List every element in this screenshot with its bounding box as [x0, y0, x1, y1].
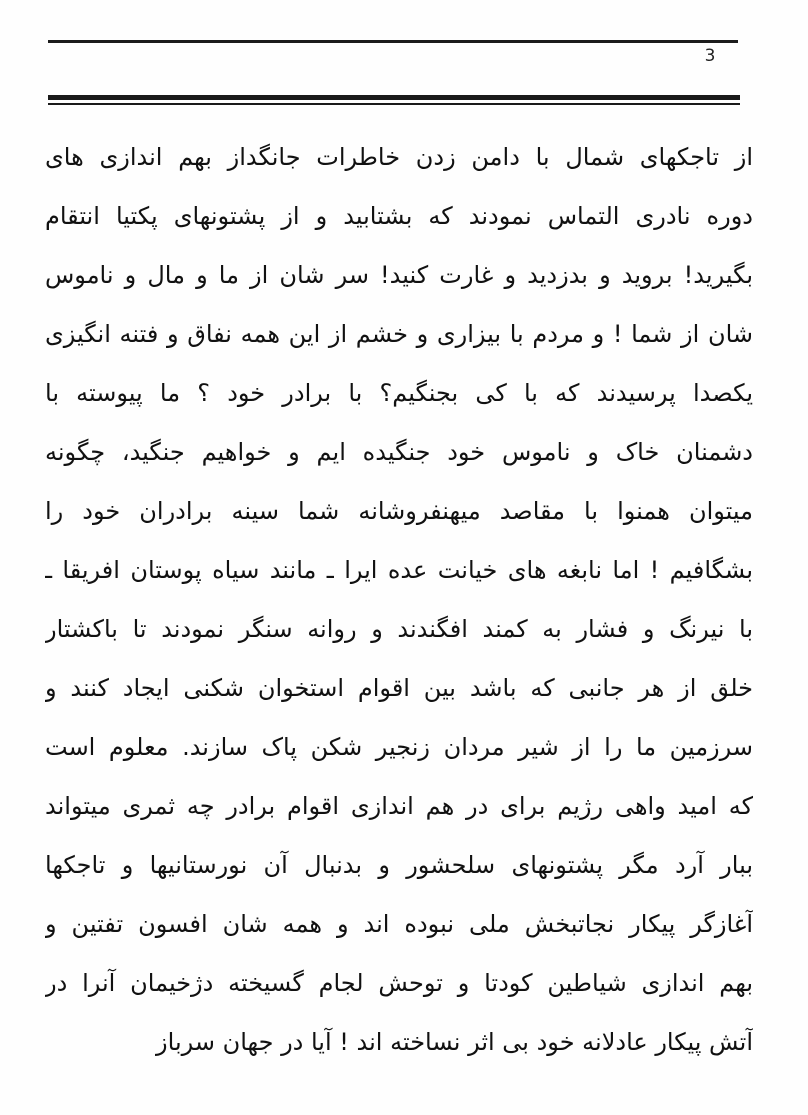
text-line: از تاجکهای شمال با دامن زدن خاطرات جانگداز بهم اندازی های: [45, 143, 753, 171]
text-line: سرزمین ما را از شیر مردان زنجیر شکن پاک سازند. معلوم است: [45, 733, 753, 761]
text-line: میتوان همنوا با مقاصد میهنفروشانه شما سینه برادران خود را: [45, 497, 753, 525]
text-line: دشمنان خاک و ناموس خود جنگیده ایم و خواهیم جنگید، چگونه: [45, 438, 753, 466]
page-number: 3: [704, 46, 716, 66]
text-line: با نیرنگ و فشار به کمند افگندند و روانه سنگر نمودند تا باکشتار: [45, 615, 753, 643]
header-rule-double: [48, 95, 740, 105]
text-line: دوره نادری التماس نمودند که بشتابید و از پشتونهای پکتیا انتقام: [45, 202, 753, 230]
text-line: شان از شما ! و مردم با بیزاری و خشم از این همه نفاق و فتنه انگیزی: [45, 320, 753, 348]
text-line: بشگافیم ! اما نابغه های خیانت عده ایرا ـ مانند سیاه پوستان افریقا ـ: [45, 556, 753, 584]
body-paragraph: [45, 128, 753, 1072]
text-line: ببار آرد مگر پشتونهای سلحشور و بدنبال آن نورستانیها و تاجکها: [45, 851, 753, 879]
text-line: بهم اندازی شیاطین کودتا و توحش لجام گسیخته دژخیمان آنرا در: [45, 969, 753, 997]
text-line: بگیرید! بروید و بدزدید و غارت کنید! سر شان از ما و مال و ناموس: [45, 261, 753, 289]
header-rule-thin: [48, 103, 740, 105]
header-rule-top: [48, 40, 738, 43]
text-line: خلق از هر جانبی که باشد بین اقوام استخوان شکنی ایجاد کنند و: [45, 674, 753, 702]
text-line: آغازگر پیکار نجاتبخش ملی نبوده اند و همه شان افسون تفتین و: [45, 910, 753, 938]
text-line: آتش پیکار عادلانه خود بی اثر نساخته اند ! آیا در جهان سرباز: [156, 1028, 753, 1056]
text-line: یکصدا پرسیدند که با کی بجنگیم؟ با برادر خود ؟ ما پیوسته با: [45, 379, 753, 407]
text-line: که امید واهی رژیم برای در هم اندازی اقوام برادر چه ثمری میتواند: [45, 792, 753, 820]
